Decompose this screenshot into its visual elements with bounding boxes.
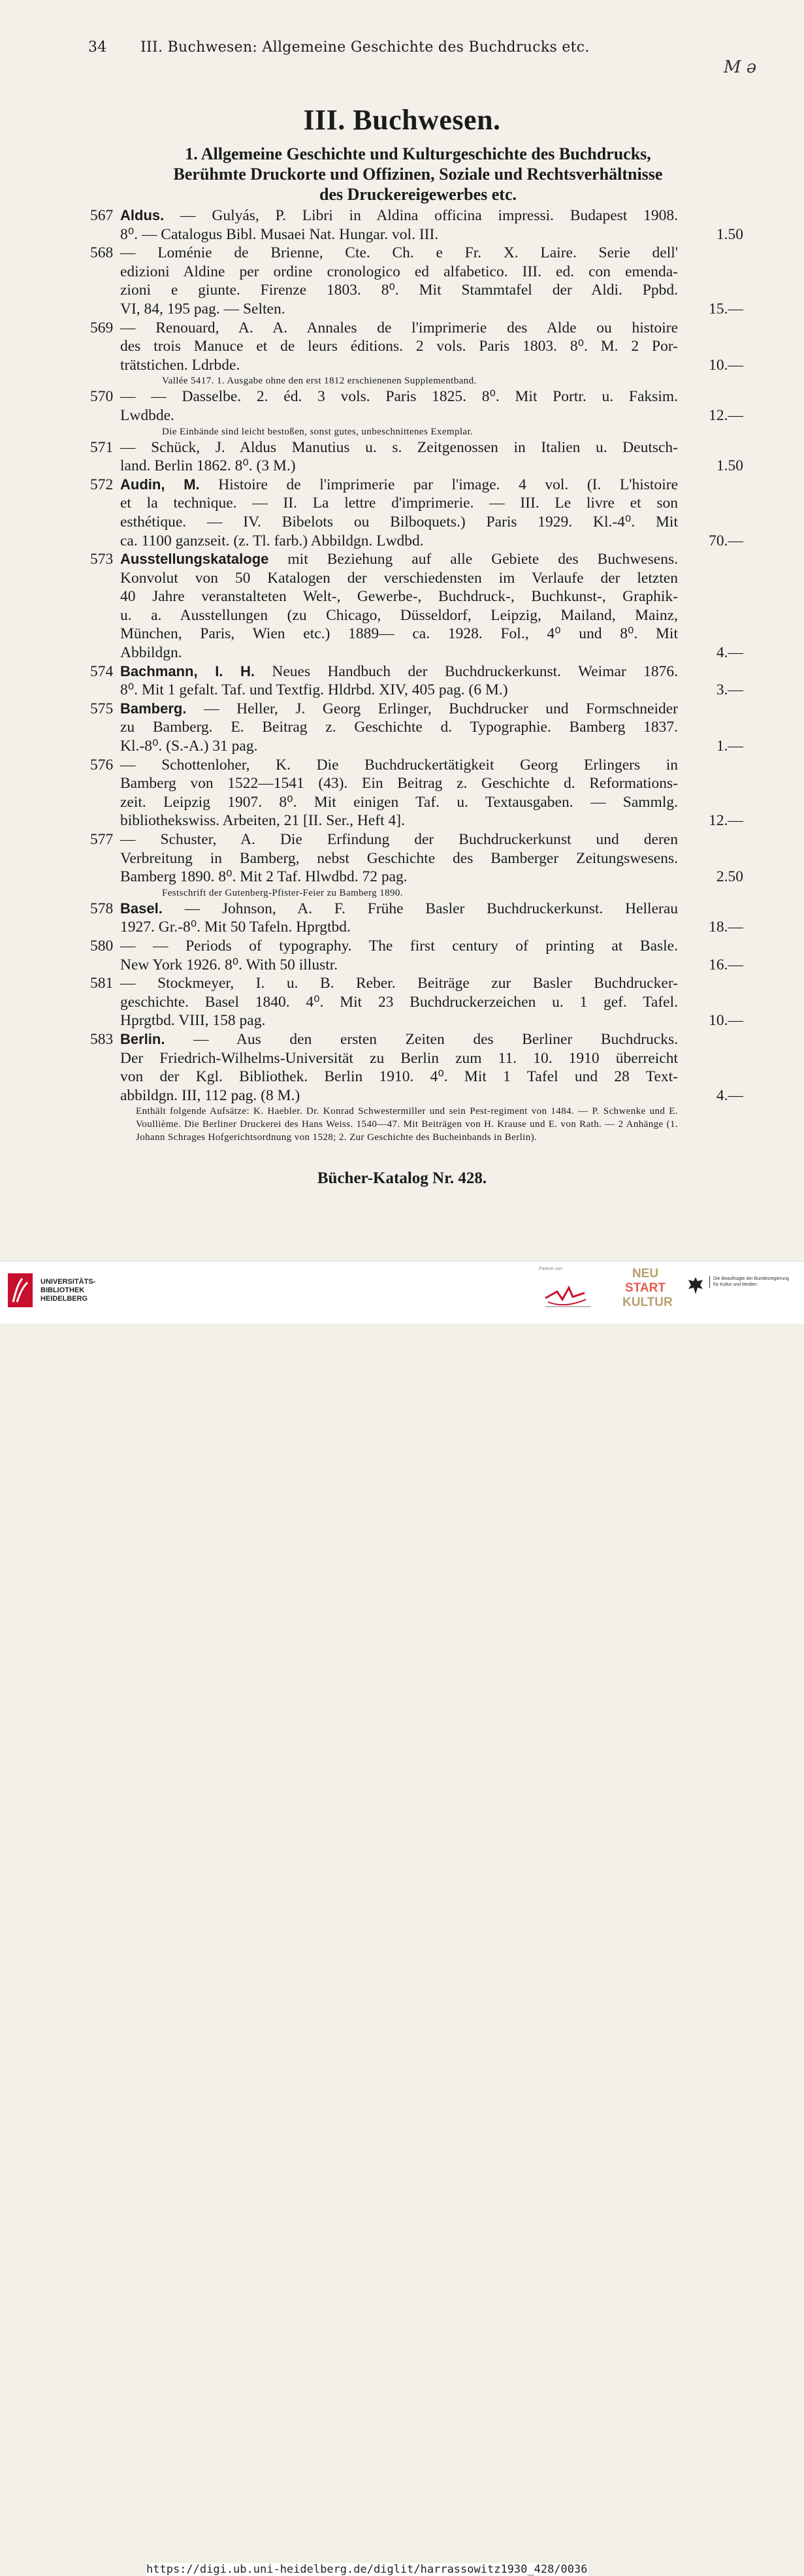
entry-text: land. Berlin 1862. 8⁰. (3 M.) [120,457,296,475]
entry-text: Lwdbde. [120,406,174,424]
entry-heading: Bachmann, I. H. [120,662,255,679]
entry-line [90,811,678,830]
entry-text: mit Beziehung auf alle Gebiete des Buchwesens. [287,551,678,568]
entry-text: — Loménie de Brienne, Cte. Ch. e Fr. X. Laire. Serie dell' [120,244,678,262]
entry-text: 8⁰. Mit 1 gefalt. Taf. und Textfig. Hldrbd. XIV, 405 pag. (6 M.) [120,681,508,699]
running-title: III. Buchwesen: Allgemeine Geschichte des Buchdrucks etc. [140,39,590,56]
entry-text: New York 1926. 8⁰. With 50 illustr. [120,956,338,973]
entry-line [90,737,678,756]
entry-price: 12.— [709,812,743,830]
entry-text: 40 Jahre veranstalteten Welt-, Gewerbe-, Buchdruck-, Buchkunst-, Graphik- [120,588,678,606]
page-url[interactable]: https://digi.ub.uni-heidelberg.de/diglit/harrassowitz1930_428/0036 [146,2563,588,2576]
entry-line [90,550,678,569]
entry-text: ca. 1100 ganzseit. (z. Tl. farb.) Abbildgn. Lwdbd. [120,532,424,549]
entry-note-wrapper [90,425,743,438]
entry-line [90,644,678,662]
entry-line [90,569,678,588]
entry-text: — Stockmeyer, I. u. B. Reber. Beiträge zur Basler Buchdrucker- [120,975,678,992]
entry-line [90,918,678,937]
entry-text: abbildgn. III, 112 pag. (8 M.) [120,1086,300,1104]
entry-text: esthétique. — IV. Bibelots ou Bilboquets.) Paris 1929. Kl.-4⁰. Mit [120,513,678,530]
handwritten-mark: M ə [724,57,757,77]
entry-line [90,1011,678,1030]
neustart-line: START [625,1281,666,1295]
entry-number: 576 [90,756,114,774]
entry-line [90,457,678,476]
entry-price: 70.— [709,532,743,549]
neustart-line: NEU [632,1267,659,1280]
entry-number: 577 [90,831,114,848]
entry-line [90,900,678,919]
neustart-kultur-logo[interactable] [622,1267,673,1310]
entry-number: 574 [90,662,114,680]
entry-line [90,830,678,849]
entry-price: 1.50 [716,457,743,475]
entry-line [90,206,678,225]
entry-text: — Heller, J. Georg Erlinger, Buchdrucker und Formschneider [204,700,679,717]
entry-text: Hprgtbd. VIII, 158 pag. [120,1012,266,1030]
subtitle-line: des Druckereigewerbes etc. [319,185,517,204]
entry-text: 8⁰. — Catalogus Bibl. Musaei Nat. Hungar. vol. III. [120,225,439,243]
catalog-entry [90,756,743,830]
neustart-line: KULTUR [622,1296,673,1309]
entry-line [90,956,678,975]
entry-price: 10.— [709,1012,743,1030]
entry-number: 583 [90,1030,114,1048]
entry-note-wrapper [90,1105,743,1144]
entry-number: 581 [90,975,114,992]
entry-line [90,793,678,812]
entry-text: — Schück, J. Aldus Manutius u. s. Zeitgenossen in Italien u. Deutsch- [120,438,678,456]
catalog-entry [90,319,743,375]
entry-text: Histoire de l'imprimerie par l'image. 4 vol. (I. L'histoire [218,476,679,493]
catalog-entry [90,662,743,700]
library-name-line: HEIDELBERG [40,1294,88,1303]
entry-note-wrapper [90,374,743,387]
entry-line [90,849,678,868]
entry-line [90,244,678,263]
entry-line [90,225,678,244]
entry-line [90,700,678,719]
catalog-entry [90,974,743,1030]
entry-line [90,356,678,375]
entry-line [90,974,678,993]
entry-price: 4.— [716,644,743,662]
catalog-entry [90,206,743,244]
entry-line [90,662,678,681]
entry-line [90,281,678,300]
bkm-line: für Kultur und Medien [713,1282,757,1287]
entry-price: 15.— [709,300,743,318]
subtitle-line: Berühmte Druckorte und Offizinen, Soziale und Rechtsverhältnisse [173,165,663,184]
dds-logo-icon[interactable] [539,1280,598,1312]
entry-line [90,1068,678,1086]
library-seal-icon [8,1273,33,1307]
entry-text: Neues Handbuch der Buchdruckerkunst. Weimar 1876. [272,662,678,680]
entry-note: Festschrift der Gutenberg-Pfister-Feier zu Bamberg 1890. [162,887,403,898]
entry-text: u. a. Ausstellungen (zu Chicago, Düsseldorf, Leipzig, Mailand, Mainz, [120,606,678,624]
entry-text: — Gulyás, P. Libri in Aldina officina impressi. Budapest 1908. [180,207,678,224]
entry-price: 3.— [716,681,743,699]
entry-number: 571 [90,438,114,456]
catalog-entry [90,900,743,937]
entry-text: — — Periods of typography. The first century of printing at Basle. [120,937,678,954]
library-logo[interactable] [8,1273,95,1307]
entry-line [90,319,678,338]
bkm-name [709,1276,789,1288]
entry-text: des trois Manuce et de leurs éditions. 2 vols. Paris 1803. 8⁰. M. 2 Por- [120,338,678,355]
entry-price: 18.— [709,919,743,936]
entry-text: bibliothekswiss. Arbeiten, 21 [II. Ser., Heft 4]. [120,812,405,830]
bkm-line: Die Beauftragte der Bundesregierung [713,1277,789,1281]
entry-text: — — Dasselbe. 2. éd. 3 vols. Paris 1825. 8⁰. Mit Portr. u. Faksim. [120,388,678,406]
entry-number: 580 [90,937,114,954]
entry-line [90,587,678,606]
catalog-entry [90,830,743,887]
catalog-entry [90,476,743,550]
entry-text: 1927. Gr.-8⁰. Mit 50 Tafeln. Hprgtbd. [120,919,351,936]
entry-note: Vallée 5417. 1. Ausgabe ohne den erst 1812 erschienenen Supplementband. [162,376,477,387]
entry-text: Abbildgn. [120,644,182,662]
entry-line [90,868,678,887]
entry-text: trätstichen. Ldrbde. [120,356,240,374]
entry-line [90,1086,678,1105]
entry-text: — Schottenloher, K. Die Buchdruckertätigkeit Georg Erlingers in [120,756,678,774]
library-name-line: BIBLIOTHEK [40,1286,85,1294]
entry-note: Die Einbände sind leicht bestoßen, sonst gutes, unbeschnittenes Exemplar. [162,426,474,437]
entry-line [90,387,678,406]
entry-heading: Basel. [120,900,163,917]
entry-number: 573 [90,551,114,568]
entry-number: 568 [90,244,114,262]
entry-text: Konvolut von 50 Katalogen der verschiedensten im Verlaufe der letzten [120,569,678,587]
catalog-entry [90,937,743,974]
entry-number: 578 [90,900,114,917]
entry-text: geschichte. Basel 1840. 4⁰. Mit 23 Buchdruckerzeichen u. 1 gef. Tafel. [120,993,678,1011]
library-name [40,1278,95,1303]
entry-text: Der Friedrich-Wilhelms-Universität zu Berlin zum 11. 10. 1910 überreicht [120,1049,678,1067]
library-name-line: UNIVERSITÄTS- [40,1277,96,1286]
entry-heading: Aldus. [120,207,165,223]
entry-line [90,494,678,513]
entry-line [90,718,678,737]
entry-line [90,625,678,644]
running-head [88,39,683,56]
entry-note-wrapper [90,887,743,900]
subtitle-line: 1. Allgemeine Geschichte und Kulturgeschichte des Buchdrucks, [185,144,651,163]
federal-eagle-icon [687,1276,704,1296]
entry-line [90,993,678,1012]
entry-text: Bamberg von 1522—1541 (43). Ein Beitrag z. Geschichte d. Reformations- [120,775,678,792]
entry-text: zioni e giunte. Firenze 1803. 8⁰. Mit Stammtafel der Aldi. Ppbd. [120,282,678,299]
entry-text: München, Paris, Wien etc.) 1889— ca. 1928. Fol., 4⁰ und 8⁰. Mit [120,625,678,643]
catalog-entry [90,550,743,662]
partner-label: Partner von [539,1267,563,1271]
entry-text: et la technique. — II. La lettre d'imprimerie. — III. Le livre et son [120,495,678,512]
section-title: III. Buchwesen. [303,104,501,136]
catalog-entry [90,1030,743,1105]
entry-text: — Johnson, A. F. Frühe Basler Buchdruckerkunst. Hellerau [184,900,679,917]
entry-line [90,937,678,956]
entry-text: Bamberg 1890. 8⁰. Mit 2 Taf. Hlwdbd. 72 pag. [120,868,408,886]
entry-text: von der Kgl. Bibliothek. Berlin 1910. 4⁰. Mit 1 Tafel und 28 Text- [120,1068,678,1086]
entry-line [90,406,678,425]
entry-price: 10.— [709,356,743,374]
entry-text: Verbreitung in Bamberg, nebst Geschichte des Bamberger Zeitungswesens. [120,849,678,867]
entry-line [90,337,678,356]
entry-line [90,438,678,457]
entry-number: 569 [90,319,114,336]
entry-text: — Aus den ersten Zeiten des Berliner Buchdrucks. [193,1030,678,1048]
entry-line [90,606,678,625]
entry-price: 1.50 [716,225,743,243]
entry-price: 16.— [709,956,743,973]
entry-heading: Ausstellungskataloge [120,551,269,568]
catalog-footer: Bücher-Katalog Nr. 428. [317,1169,487,1187]
entry-heading: Audin, M. [120,476,200,493]
catalog-entry [90,387,743,425]
entry-number: 572 [90,476,114,493]
entry-text: zeit. Leipzig 1907. 8⁰. Mit einigen Taf. u. Textausgaben. — Sammlg. [120,793,678,811]
section-subtitle [105,144,732,204]
entry-price: 1.— [716,738,743,755]
entry-line [90,476,678,495]
bkm-logo[interactable] [687,1268,792,1314]
entry-text: zu Bamberg. E. Beitrag z. Geschichte d. Typographie. Bamberg 1837. [120,719,678,736]
entry-note: Enthält folgende Aufsätze: K. Haebler. Dr. Konrad Schwestermiller und sein Pest-regiment von 1484. — P. Schwenke und E. Voullième. Die Berliner Druckerei des Hans Weiss. 1540—47. Mit Beiträgen von H. Krause und E. von Rath. — 2 Anhänge (1. Johann Schrages Hofgerichtsordnung von 1528; 2. Zur Geschichte des Bucheinbands in Berlin). [136,1106,678,1143]
entry-number: 567 [90,207,114,224]
entry-price: 4.— [716,1086,743,1104]
entry-text: — Schuster, A. Die Erfindung der Buchdruckerkunst und deren [120,831,678,848]
entry-line [90,263,678,282]
catalog-entries [90,206,743,1144]
entry-text: edizioni Aldine per ordine cronologico ed alfabetico. III. ed. con emenda- [120,263,678,280]
entry-text: Kl.-8⁰. (S.-A.) 31 pag. [120,738,258,755]
entry-line [90,756,678,775]
entry-text: — Renouard, A. A. Annales de l'imprimerie des Alde ou histoire [120,319,678,336]
entry-line [90,532,678,551]
entry-line [90,513,678,532]
entry-number: 575 [90,700,114,717]
entry-number: 570 [90,388,114,406]
catalog-entry [90,438,743,476]
viewer-footer [0,1261,804,2576]
entry-line [90,774,678,793]
entry-price: 2.50 [716,868,743,886]
entry-line [90,300,678,319]
entry-line [90,681,678,700]
page-number: 34 [88,39,107,56]
catalog-entry [90,700,743,756]
entry-heading: Berlin. [120,1030,165,1047]
entry-price: 12.— [709,406,743,424]
entry-line [90,1030,678,1049]
entry-line [90,1049,678,1068]
catalog-entry [90,244,743,318]
catalog-page [0,0,804,1261]
entry-text: VI, 84, 195 pag. — Selten. [120,300,285,318]
entry-heading: Bamberg. [120,700,187,717]
